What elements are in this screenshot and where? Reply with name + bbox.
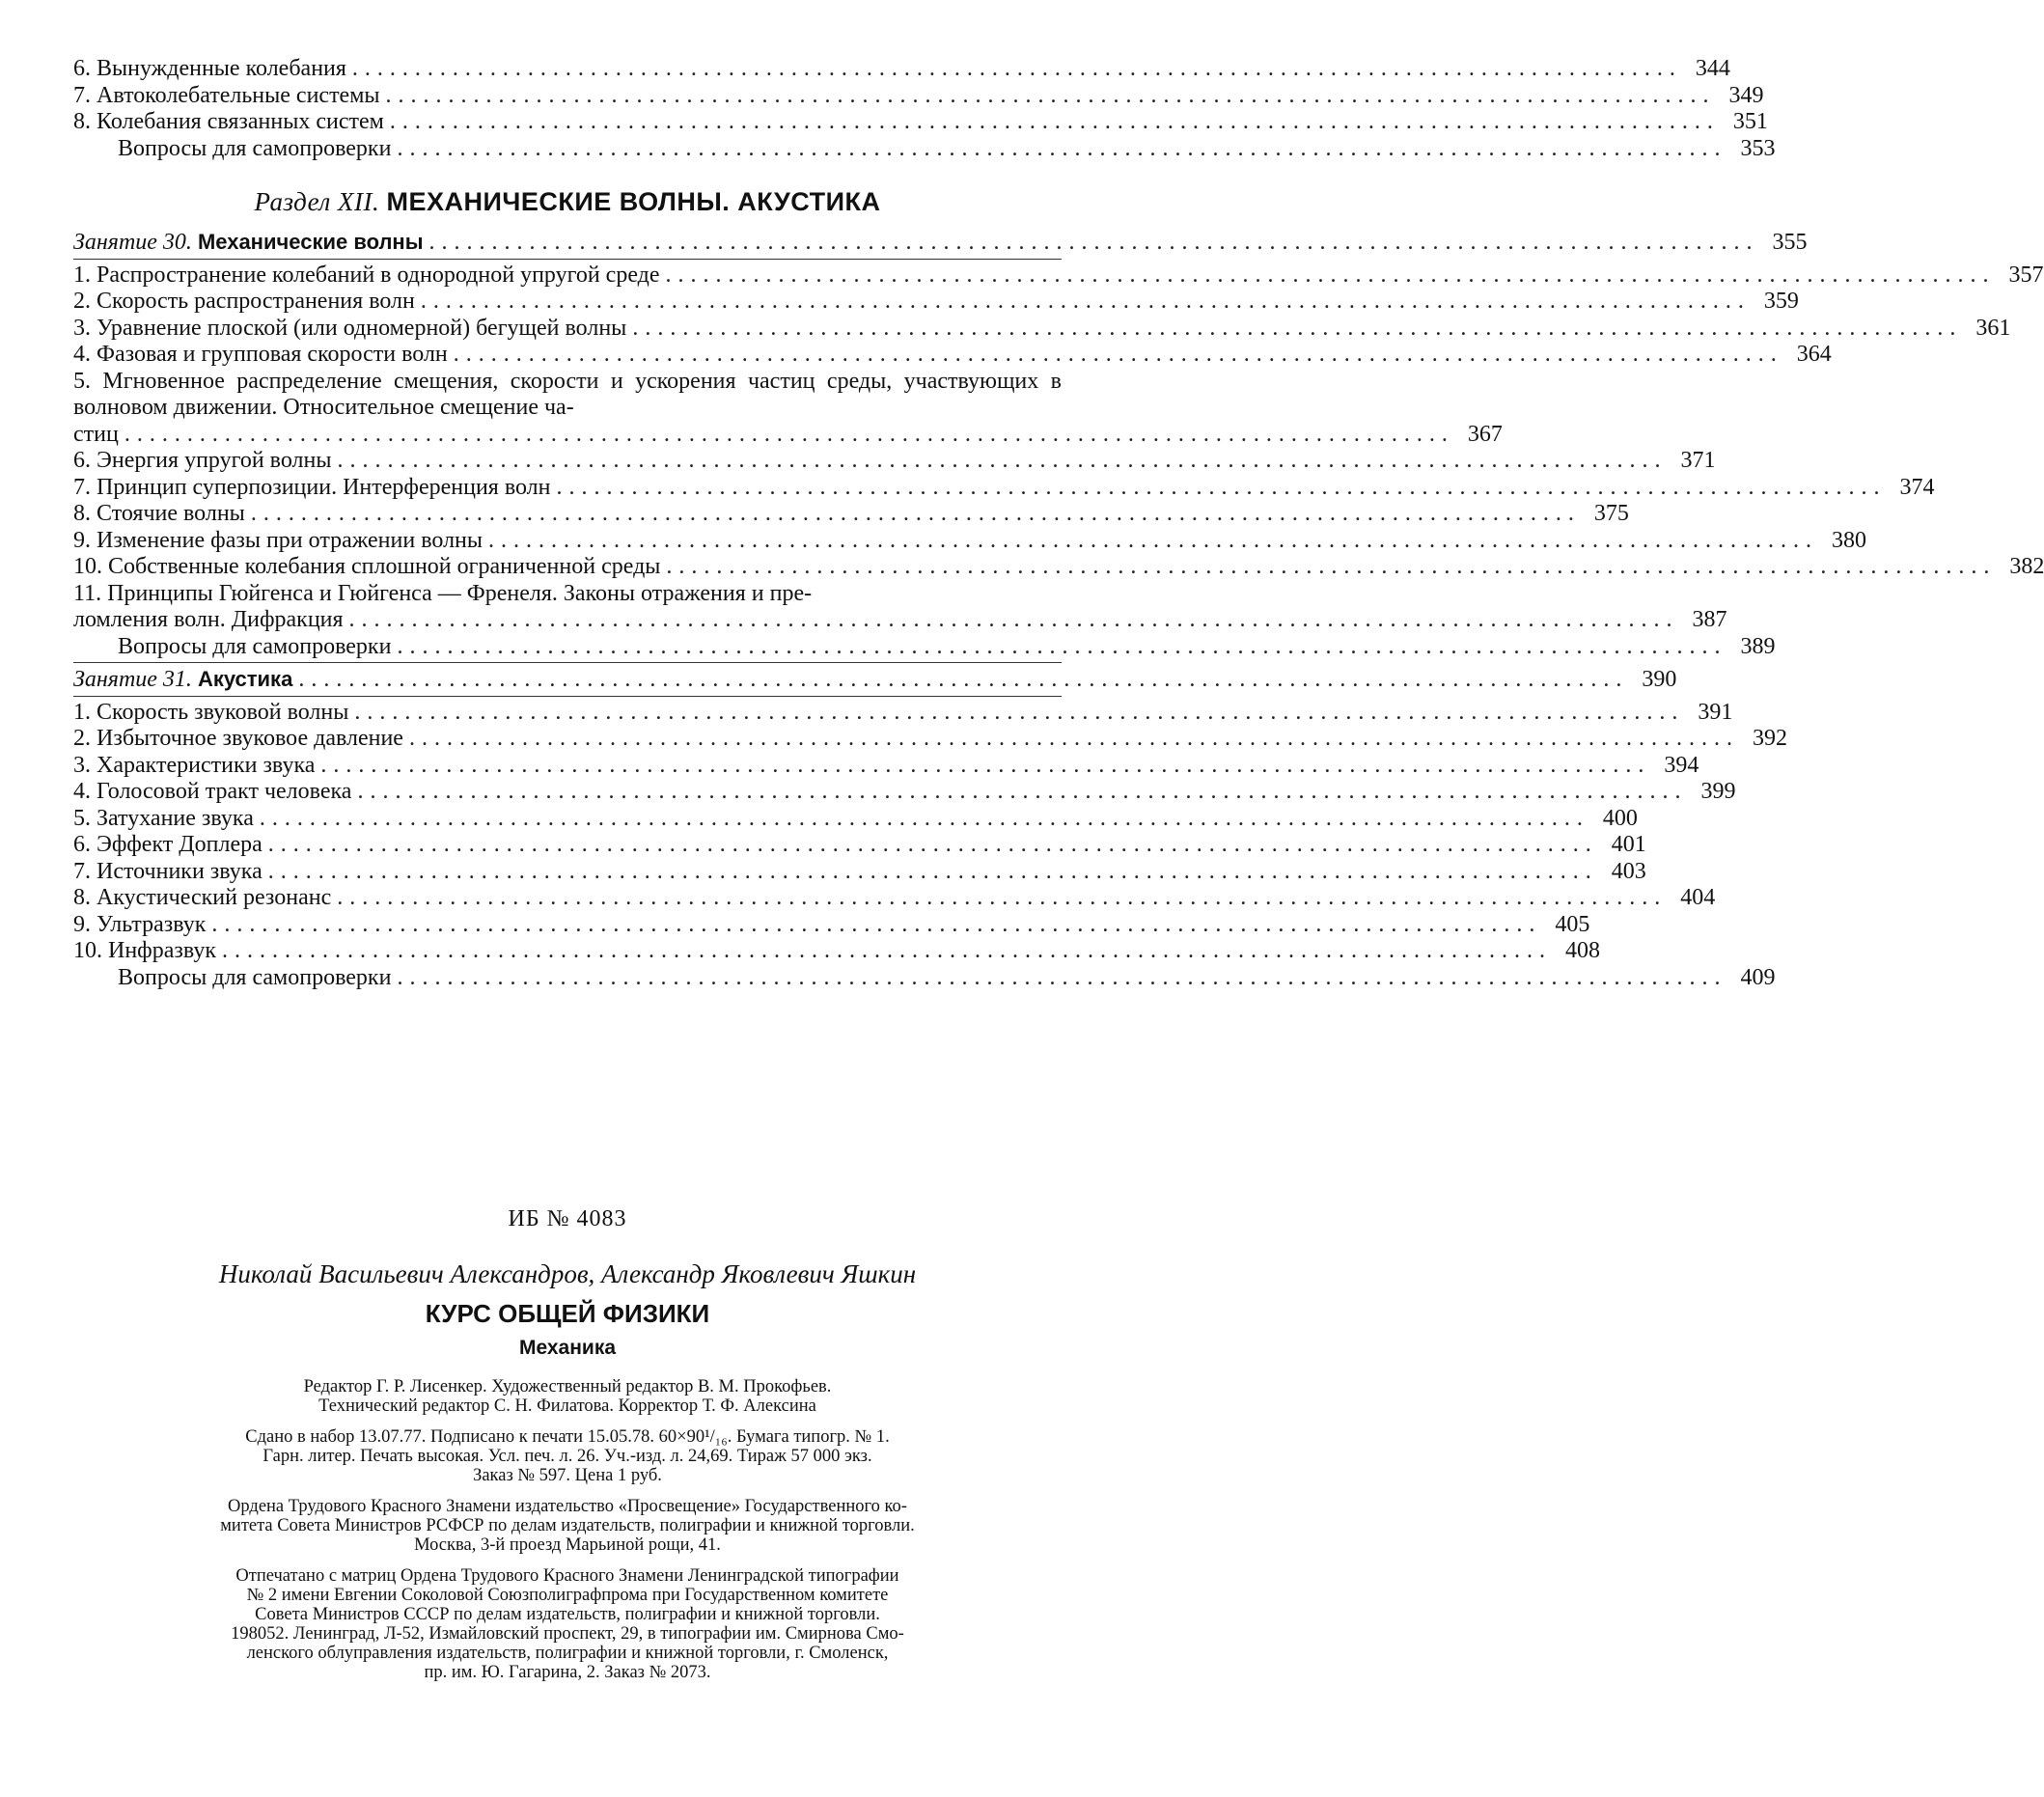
toc-entry-label: 6. Энергия упругой волны xyxy=(73,448,332,473)
toc-entry-label: 2. Скорость распространения волн xyxy=(73,289,415,314)
toc-entry-page: 405 xyxy=(1555,911,1590,937)
toc-entry-label: 8. Акустический резонанс xyxy=(73,885,332,910)
toc-entry xyxy=(73,885,1716,912)
toc-entry-label: 8. Стоячие волны xyxy=(73,501,245,526)
toc-entry-page: 403 xyxy=(1611,858,1646,884)
toc-entry-label: 3. Характеристики звука xyxy=(73,752,316,778)
lesson-prefix: Занятие 30. xyxy=(73,230,192,255)
lesson-heading xyxy=(73,666,1677,694)
toc-leader-dots: .......................................................................................................... xyxy=(222,938,1553,963)
toc-leader-dots: .......................................................................................................... xyxy=(298,667,1629,692)
toc-entry-continuation xyxy=(73,607,1727,634)
toc-entry xyxy=(73,911,1590,939)
editors-block xyxy=(73,1377,1062,1416)
toc-entry-label: 7. Источники звука xyxy=(73,858,262,884)
toc-entry-label: 2. Избыточное звуковое давление xyxy=(73,726,403,751)
toc-entry-page: 391 xyxy=(1698,699,1733,725)
toc-entry-label: 10. Собственные колебания сплошной ограниченной среды xyxy=(73,554,661,579)
toc-leader-dots: .......................................................................................................... xyxy=(408,726,1739,751)
lesson-heading xyxy=(73,229,1808,257)
toc-leader-dots: .......................................................................................................... xyxy=(357,779,1688,804)
toc-entry-page: 394 xyxy=(1664,752,1699,778)
toc-entry xyxy=(73,342,1832,369)
toc-entry xyxy=(73,135,1776,163)
table-of-contents xyxy=(73,56,2044,991)
toc-entry-label: 7. Автоколебательные системы xyxy=(73,82,380,108)
toc-entry-page: 375 xyxy=(1593,501,1629,526)
editors-line: Технический редактор С. Н. Филатова. Корректор Т. Ф. Алексина xyxy=(318,1396,816,1416)
toc-entry xyxy=(73,527,1867,555)
toc-leader-dots: .......................................................................................................... xyxy=(632,315,1963,341)
lesson-page: 355 xyxy=(1772,230,1808,255)
divider xyxy=(73,259,1062,260)
publisher-block xyxy=(73,1497,1062,1555)
toc-entry-page: 400 xyxy=(1602,805,1638,831)
toc-leader-dots: .......................................................................................................... xyxy=(556,474,1887,500)
toc-entry-page: 371 xyxy=(1680,448,1716,473)
toc-leader-dots: .......................................................................................................... xyxy=(488,527,1819,553)
toc-leader-dots: .......................................................................................................... xyxy=(211,911,1542,937)
section-heading xyxy=(73,187,1062,217)
authors: Николай Васильевич Александров, Александр Яковлевич Яшкин xyxy=(218,1259,917,1288)
toc-entry-label: стиц xyxy=(73,421,119,447)
lesson-title: Акустика xyxy=(197,667,293,691)
printer-line: № 2 имени Евгении Соколовой Союзполиграфпрома при Государственном комитете xyxy=(246,1586,889,1605)
print-details-line: Заказ № 597. Цена 1 руб. xyxy=(473,1466,662,1485)
toc-leader-dots: .......................................................................................................... xyxy=(420,289,1751,314)
toc-entry xyxy=(73,56,1730,83)
toc-leader-dots: .......................................................................................................... xyxy=(389,109,1720,134)
toc-leader-dots: .......................................................................................................... xyxy=(385,82,1716,108)
toc-entry-page: 359 xyxy=(1763,289,1799,314)
toc-entry xyxy=(73,501,1629,528)
toc-entry-label: 7. Принцип суперпозиции. Интерференция волн xyxy=(73,474,551,500)
book-subtitle: Механика xyxy=(518,1337,617,1359)
section-prefix: Раздел XII. xyxy=(254,187,380,216)
toc-entry-page: 382 xyxy=(2009,554,2044,579)
toc-entry-label: 9. Ультразвук xyxy=(73,911,207,937)
toc-leader-dots: .......................................................................................................... xyxy=(354,699,1685,725)
toc-leader-dots: .......................................................................................................... xyxy=(665,262,1996,288)
toc-entry-page: 408 xyxy=(1565,938,1601,963)
toc-entry-label: 1. Распространение колебаний в однородной упругой среде xyxy=(73,262,660,288)
lesson-page: 390 xyxy=(1642,667,1677,692)
toc-entry xyxy=(73,858,1646,886)
toc-leader-dots: .......................................................................................................... xyxy=(320,752,1651,778)
toc-leader-dots: .......................................................................................................... xyxy=(337,885,1668,910)
editors-line: Редактор Г. Р. Лисенкер. Художественный редактор В. М. Прокофьев. xyxy=(303,1377,832,1396)
toc-leader-dots: .......................................................................................................... xyxy=(453,342,1783,367)
divider xyxy=(73,662,1062,663)
lesson-title: Механические волны xyxy=(197,230,424,254)
toc-entry xyxy=(73,752,1699,780)
toc-entry-multiline-text: 5. Мгновенное распределение смещения, скорости и ускорения частиц среды, участвующих в волновом движении. Относительное смещение ча- xyxy=(73,368,1062,420)
toc-entry-page: 349 xyxy=(1728,82,1764,108)
toc-entry-page: 351 xyxy=(1732,109,1768,134)
toc-entry-page: 404 xyxy=(1680,885,1716,910)
toc-leader-dots: .......................................................................................................... xyxy=(259,805,1589,831)
toc-entry xyxy=(73,109,1768,136)
toc-leader-dots: .......................................................................................................... xyxy=(666,554,1997,579)
publisher-line: Москва, 3-й проезд Марьиной рощи, 41. xyxy=(414,1535,721,1555)
toc-entry-label: 6. Эффект Доплера xyxy=(73,832,262,857)
toc-entry xyxy=(73,262,2044,290)
toc-entry-page: 353 xyxy=(1740,135,1776,161)
toc-entry xyxy=(73,805,1638,833)
toc-entry xyxy=(73,832,1646,859)
toc-entry xyxy=(73,699,1733,727)
toc-entry-multiline-text: 11. Принципы Гюйгенса и Гюйгенса — Френеля. Законы отражения и пре- xyxy=(73,580,813,606)
toc-entry-page: 374 xyxy=(1899,474,1935,500)
toc-entry xyxy=(73,448,1716,475)
toc-entry-label: Вопросы для самопроверки xyxy=(118,135,392,161)
printer-line: Отпечатано с матриц Ордена Трудового Красного Знамени Ленинградской типографии xyxy=(235,1566,899,1586)
toc-leader-dots: .......................................................................................................... xyxy=(337,448,1668,473)
print-details-line: Гарн. литер. Печать высокая. Усл. печ. л. 26. Уч.-изд. л. 24,69. Тираж 57 000 экз. xyxy=(262,1447,872,1466)
printer-block xyxy=(73,1566,1062,1682)
toc-entry-page: 344 xyxy=(1695,56,1730,81)
toc-leader-dots: .......................................................................................................... xyxy=(428,230,1759,255)
toc-entry xyxy=(73,726,1787,753)
toc-entry xyxy=(73,474,1935,502)
toc-entry-page: 361 xyxy=(1975,315,2011,341)
toc-entry-label: 9. Изменение фазы при отражении волны xyxy=(73,527,483,553)
print-details-block xyxy=(73,1427,1062,1485)
toc-entry-label: 10. Инфразвук xyxy=(73,938,217,963)
toc-entry-continuation xyxy=(73,421,1503,449)
toc-entry-page: 357 xyxy=(2008,262,2044,288)
publisher-line: Ордена Трудового Красного Знамени издательство «Просвещение» Государственного ко- xyxy=(228,1497,907,1516)
toc-entry-label: Вопросы для самопроверки xyxy=(118,964,392,990)
toc-entry xyxy=(73,554,2044,581)
toc-leader-dots: .......................................................................................................... xyxy=(397,964,1727,990)
toc-leader-dots: .......................................................................................................... xyxy=(351,56,1682,81)
toc-entry-page: 367 xyxy=(1467,421,1503,447)
toc-leader-dots: .......................................................................................................... xyxy=(267,858,1598,884)
toc-entry-label: 4. Фазовая и групповая скорости волн xyxy=(73,342,448,367)
toc-leader-dots: .......................................................................................................... xyxy=(267,832,1598,857)
printer-line: 198052. Ленинград, Л-52, Измайловский проспект, 29, в типографии им. Смирнова Смо- xyxy=(231,1624,904,1644)
toc-entry-label: 4. Голосовой тракт человека xyxy=(73,779,352,804)
toc-entry-page: 399 xyxy=(1700,779,1736,804)
divider xyxy=(73,696,1062,697)
toc-entry-page: 387 xyxy=(1692,607,1727,632)
imprint xyxy=(73,1206,1062,1694)
toc-leader-dots: .......................................................................................................... xyxy=(124,421,1454,447)
printer-line: ленского облуправления издательств, полиграфии и книжной торговли, г. Смоленск, xyxy=(246,1644,889,1663)
toc-entry-label: 5. Затухание звука xyxy=(73,805,254,831)
ib-number: ИБ № 4083 xyxy=(508,1206,627,1231)
toc-leader-dots: .......................................................................................................... xyxy=(397,633,1727,659)
print-details-line: Сдано в набор 13.07.77. Подписано к печати 15.05.78. 60×90¹/₁₆. Бумага типогр. № 1. xyxy=(245,1427,890,1447)
toc-entry xyxy=(73,964,1776,992)
toc-entry-page: 380 xyxy=(1832,527,1867,553)
section-title: МЕХАНИЧЕСКИЕ ВОЛНЫ. АКУСТИКА xyxy=(386,187,881,216)
printer-line: Совета Министров СССР по делам издательств, полиграфии и книжной торговли. xyxy=(255,1605,880,1624)
toc-entry-page: 409 xyxy=(1740,964,1776,990)
toc-entry-page: 389 xyxy=(1740,633,1776,659)
toc-entry-page: 364 xyxy=(1796,342,1832,367)
toc-entry-label: Вопросы для самопроверки xyxy=(118,633,392,659)
toc-entry-page: 392 xyxy=(1752,726,1787,751)
toc-leader-dots: .......................................................................................................... xyxy=(250,501,1581,526)
toc-entry xyxy=(73,82,1764,110)
toc-entry xyxy=(73,315,2011,343)
printer-line: пр. им. Ю. Гагарина, 2. Заказ № 2073. xyxy=(424,1663,711,1682)
toc-entry-label: 8. Колебания связанных систем xyxy=(73,109,384,134)
publisher-line: митета Совета Министров РСФСР по делам издательств, полиграфии и книжной торговли. xyxy=(220,1516,915,1535)
toc-entry xyxy=(73,289,1799,316)
toc-entry-label: ломления волн. Дифракция xyxy=(73,607,344,632)
toc-entry-label: 1. Скорость звуковой волны xyxy=(73,699,349,725)
toc-leader-dots: .......................................................................................................... xyxy=(348,607,1679,632)
toc-entry xyxy=(73,938,1601,965)
toc-leader-dots: .......................................................................................................... xyxy=(397,135,1727,161)
lesson-prefix: Занятие 31. xyxy=(73,667,192,692)
book-title: КУРС ОБЩЕЙ ФИЗИКИ xyxy=(425,1299,710,1328)
toc-entry-label: 3. Уравнение плоской (или одномерной) бегущей волны xyxy=(73,315,627,341)
toc-entry-page: 401 xyxy=(1611,832,1646,857)
toc-entry-label: 6. Вынужденные колебания xyxy=(73,56,346,81)
toc-entry xyxy=(73,633,1776,661)
toc-entry xyxy=(73,779,1736,806)
